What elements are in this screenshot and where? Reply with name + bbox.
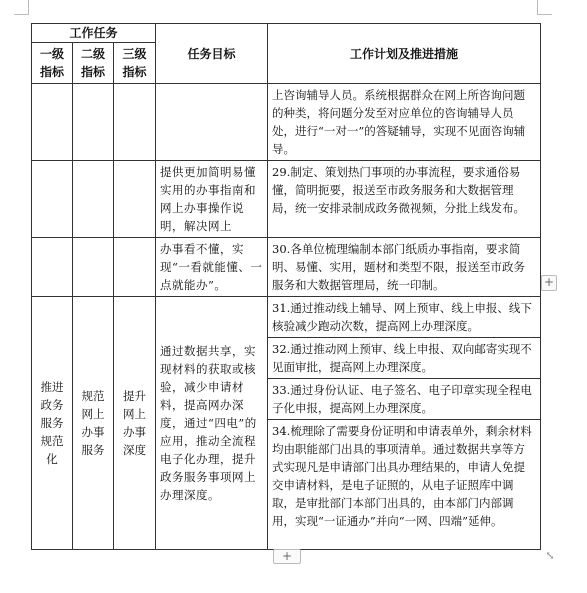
add-row-button[interactable]: + [273,549,301,564]
header-level2: 二级 指标 [73,43,114,84]
row2-plan: 29.制定、策划热门事项的办事流程，要求通俗易懂，简明扼要，报送至市政务服务和大数据管理局，统一安排录制成政务微视频，分批上线发布。 [268,161,541,238]
work-plan-table [31,23,541,550]
header-level1: 一级 指标 [32,43,73,84]
plan-item-31: 31.通过推动线上辅导、网上预审、线上申报、线下核验减少跑动次数，提高网上办理深度。 [268,297,541,338]
header-task-group: 工作任务 [32,24,156,43]
plan-item-34: 34.梳理除了需要身份证明和申请表单外，剩余材料均由职能部门出具的事项清单。通过数据共享等方式实现凡是申请部门出具办理结果的，申请人免提交申请材料，是电子证照的，从电子证照库中调取，是审批部门本部门出具的，由本部门内部调用，实现“一证通办”并向“一网、四端”延伸。 [268,420,541,550]
level2-indicator: 规范网上办事服务 [73,297,114,550]
row1-level1 [32,84,73,161]
row2-goal: 提供更加简明易懂实用的办事指南和网上办事操作说明，解决网上 [156,161,268,238]
header-goal: 任务目标 [156,24,268,84]
add-column-button[interactable]: + [541,275,557,291]
level1-indicator: 推进政务服务规范化 [32,297,73,550]
row1-level3 [114,84,156,161]
table-resize-icon[interactable]: ⤡ [545,549,555,562]
row1-level2 [73,84,114,161]
row3-level2 [73,238,114,297]
row4-goal: 通过数据共享，实现材料的获取或核验，减少申请材料，提高网办深度，通过“四电”的应用，推动全流程电子化办理，提升政务服务事项网上办理深度。 [156,297,268,550]
plan-item-33: 33.通过身份认证、电子签名、电子印章实现全程电子化申报，提高网上办理深度。 [268,379,541,420]
row3-goal: 办事看不懂，实现“一看就能懂、一点就能办”。 [156,238,268,297]
row3-plan: 30.各单位梳理编制本部门纸质办事指南，要求简明、易懂、实用，题材和类型不限，报送至市政务服务和大数据管理局，统一印制。 [268,238,541,297]
header-level3: 三级 指标 [114,43,156,84]
row3-level3 [114,238,156,297]
row2-level1 [32,161,73,238]
row1-plan: 上咨询辅导人员。系统根据群众在网上所咨询问题的种类，将问题分发至对应单位的咨询辅导人员处，进行“一对一”的答疑辅导，实现不见面咨询辅导。 [268,84,541,161]
page-corner-mark-left [14,0,29,15]
header-plan: 工作计划及推进措施 [268,24,541,84]
row2-level3 [114,161,156,238]
plan-item-32: 32.通过推动网上预审、线上申报、双向邮寄实现不见面审批，提高网上办理深度。 [268,338,541,379]
row1-goal [156,84,268,161]
level3-indicator: 提升网上办事深度 [114,297,156,550]
row3-level1 [32,238,73,297]
page-corner-mark-right [537,0,552,15]
row2-level2 [73,161,114,238]
